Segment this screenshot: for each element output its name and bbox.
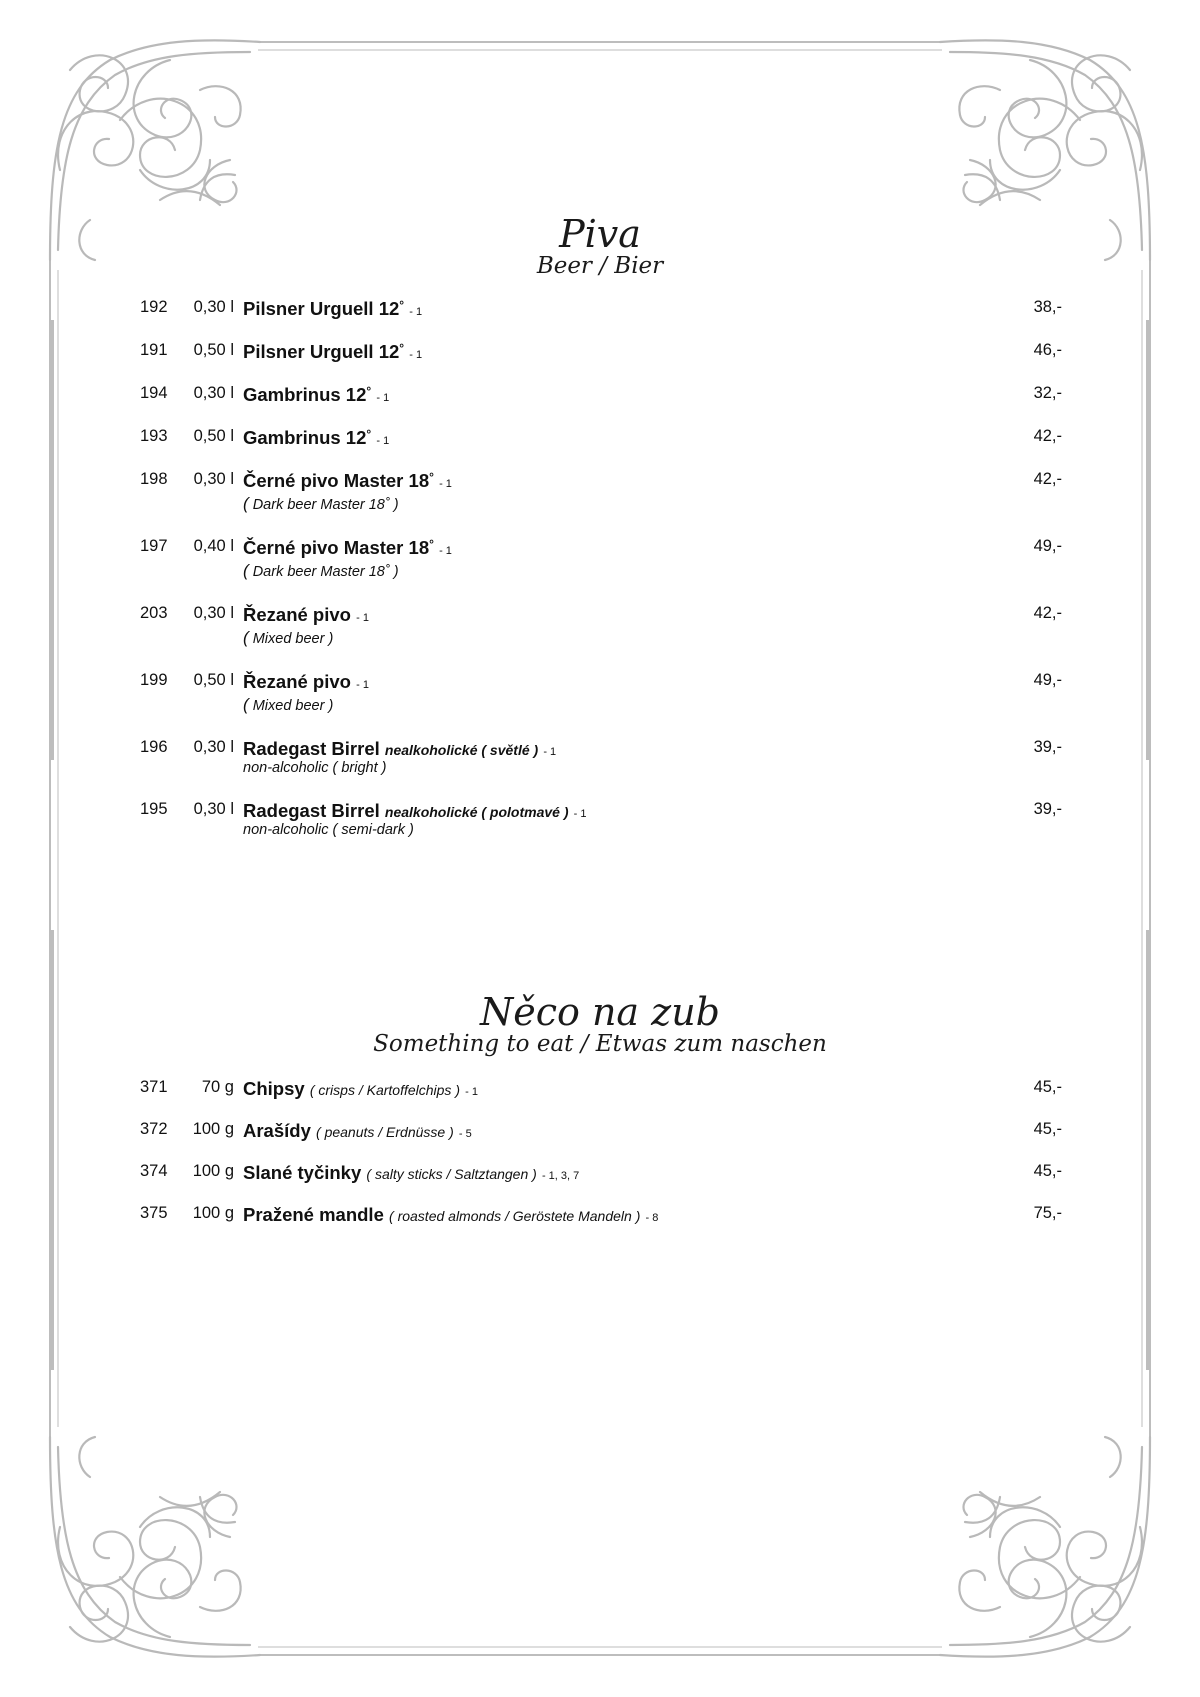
degree-mark: ° xyxy=(366,384,372,398)
menu-item xyxy=(0,738,1200,798)
allergen-codes: - 1 xyxy=(439,478,452,490)
degree-mark: ° xyxy=(399,341,405,355)
allergen-codes: - 1 xyxy=(543,746,557,758)
item-translation: Mixed beer ) xyxy=(252,698,334,714)
item-number: 191 xyxy=(140,341,168,359)
degree-mark: ° xyxy=(366,427,372,441)
item-inline-note: ( crisps / Kartoffelchips ) xyxy=(309,1082,460,1098)
item-name-line xyxy=(243,800,586,822)
item-name: Černé pivo Master 18 xyxy=(243,470,430,491)
item-price: 45,- xyxy=(1033,1120,1062,1138)
item-number: 192 xyxy=(140,298,168,316)
item-quantity: 100 g xyxy=(192,1204,234,1222)
menu-item xyxy=(0,1204,1200,1264)
item-quantity: 0,50 l xyxy=(193,427,234,445)
beer-section-subtitle: Beer / Bier xyxy=(536,253,664,279)
item-price: 46,- xyxy=(1033,341,1062,359)
item-number: 195 xyxy=(140,800,168,818)
item-name-line xyxy=(243,341,422,363)
item-quantity: 0,50 l xyxy=(193,341,234,359)
item-number: 198 xyxy=(140,470,168,488)
item-price: 39,- xyxy=(1033,738,1062,756)
item-price: 45,- xyxy=(1033,1078,1062,1096)
item-quantity: 100 g xyxy=(192,1162,234,1180)
item-name: Radegast Birrel xyxy=(243,800,380,821)
menu-item xyxy=(0,537,1200,597)
item-translation-line xyxy=(243,628,333,648)
item-quantity: 0,30 l xyxy=(193,470,234,488)
degree-mark: ° xyxy=(429,470,434,484)
item-inline-note: ( salty sticks / Saltztangen ) xyxy=(366,1166,537,1182)
item-number: 196 xyxy=(140,738,168,756)
item-number: 372 xyxy=(140,1120,168,1138)
degree-mark: ° xyxy=(429,537,434,551)
item-name-line xyxy=(243,470,452,492)
snack-section-subtitle: Something to eat / Etwas zum naschen xyxy=(373,1031,827,1057)
snack-section-title: Něco na zub xyxy=(479,990,720,1034)
item-translation: Mixed beer ) xyxy=(252,631,334,647)
item-price: 39,- xyxy=(1033,800,1062,818)
allergen-codes: - 1 xyxy=(409,349,423,361)
menu-item xyxy=(0,604,1200,664)
allergen-codes: - 1, 3, 7 xyxy=(541,1170,580,1182)
item-price: 45,- xyxy=(1033,1162,1062,1180)
item-number: 197 xyxy=(140,537,168,555)
allergen-codes: - 8 xyxy=(645,1212,659,1224)
item-name-line xyxy=(243,427,389,449)
allergen-codes: - 1 xyxy=(356,612,369,624)
item-price: 49,- xyxy=(1033,537,1062,555)
item-inline-note: nealkoholické ( polotmavé ) xyxy=(384,804,569,820)
item-quantity: 0,40 l xyxy=(193,537,234,555)
item-price: 49,- xyxy=(1033,671,1062,689)
item-name-line xyxy=(243,1078,478,1100)
item-translation: Dark beer Master 18˚ ) xyxy=(252,497,399,513)
item-number: 194 xyxy=(140,384,168,402)
item-name: Černé pivo Master 18 xyxy=(243,537,430,558)
item-quantity: 0,30 l xyxy=(193,604,234,622)
snack-section-heading xyxy=(0,990,1200,1057)
beer-section-title: Piva xyxy=(559,212,641,256)
item-inline-note: ( peanuts / Erdnüsse ) xyxy=(316,1124,454,1140)
item-translation-line xyxy=(243,561,399,581)
item-name: Slané tyčinky xyxy=(243,1162,362,1183)
item-translation: non-alcoholic ( semi-dark ) xyxy=(243,822,414,838)
allergen-codes: - 1 xyxy=(465,1086,478,1098)
allergen-codes: - 1 xyxy=(356,679,369,691)
open-paren-glyph: ( xyxy=(243,628,249,647)
item-quantity: 0,50 l xyxy=(193,671,234,689)
open-paren-glyph: ( xyxy=(243,494,249,513)
beer-section-heading xyxy=(0,212,1200,279)
item-translation-line xyxy=(243,695,333,715)
item-name-line xyxy=(243,738,556,760)
item-name-line xyxy=(243,1162,579,1184)
item-price: 42,- xyxy=(1033,427,1062,445)
item-number: 203 xyxy=(140,604,168,622)
item-name: Gambrinus 12 xyxy=(243,427,367,448)
item-number: 374 xyxy=(140,1162,168,1180)
degree-mark: ° xyxy=(399,298,405,312)
item-name-line xyxy=(243,604,369,626)
item-translation: Dark beer Master 18˚ ) xyxy=(252,564,399,580)
item-number: 375 xyxy=(140,1204,168,1222)
menu-item xyxy=(0,470,1200,530)
item-quantity: 0,30 l xyxy=(193,800,234,818)
item-number: 193 xyxy=(140,427,168,445)
item-name: Gambrinus 12 xyxy=(243,384,367,405)
item-inline-note: nealkoholické ( světlé ) xyxy=(384,742,539,758)
allergen-codes: - 1 xyxy=(376,435,390,447)
open-paren-glyph: ( xyxy=(243,561,249,580)
item-name: Radegast Birrel xyxy=(243,738,380,759)
item-inline-note: ( roasted almonds / Geröstete Mandeln ) xyxy=(389,1208,641,1224)
item-quantity: 0,30 l xyxy=(193,298,234,316)
item-price: 32,- xyxy=(1033,384,1062,402)
item-name-line xyxy=(243,1204,658,1226)
allergen-codes: - 5 xyxy=(458,1128,472,1140)
item-price: 42,- xyxy=(1033,604,1062,622)
item-name: Řezané pivo xyxy=(243,671,351,692)
menu-item xyxy=(0,671,1200,731)
item-name: Pilsner Urguell 12 xyxy=(243,298,400,319)
item-name: Pilsner Urguell 12 xyxy=(243,341,400,362)
open-paren-glyph: ( xyxy=(243,695,249,714)
item-quantity: 0,30 l xyxy=(193,384,234,402)
item-name-line xyxy=(243,384,389,406)
item-name-line xyxy=(243,1120,472,1142)
item-name-line xyxy=(243,298,422,320)
item-translation-line xyxy=(243,494,399,514)
allergen-codes: - 1 xyxy=(573,808,587,820)
item-quantity: 100 g xyxy=(192,1120,234,1138)
menu-item xyxy=(0,800,1200,860)
allergen-codes: - 1 xyxy=(409,306,423,318)
item-name: Arašídy xyxy=(243,1120,311,1141)
allergen-codes: - 1 xyxy=(439,545,452,557)
item-number: 199 xyxy=(140,671,168,689)
item-quantity: 0,30 l xyxy=(193,738,234,756)
item-name-line xyxy=(243,671,369,693)
allergen-codes: - 1 xyxy=(376,392,390,404)
item-price: 75,- xyxy=(1033,1204,1062,1222)
item-quantity: 70 g xyxy=(201,1078,234,1096)
item-price: 42,- xyxy=(1033,470,1062,488)
item-name: Řezané pivo xyxy=(243,604,351,625)
item-name-line xyxy=(243,537,452,559)
item-name: Chipsy xyxy=(243,1078,305,1099)
item-number: 371 xyxy=(140,1078,168,1096)
item-name: Pražené mandle xyxy=(243,1204,384,1225)
item-translation: non-alcoholic ( bright ) xyxy=(243,760,387,776)
item-price: 38,- xyxy=(1033,298,1062,316)
